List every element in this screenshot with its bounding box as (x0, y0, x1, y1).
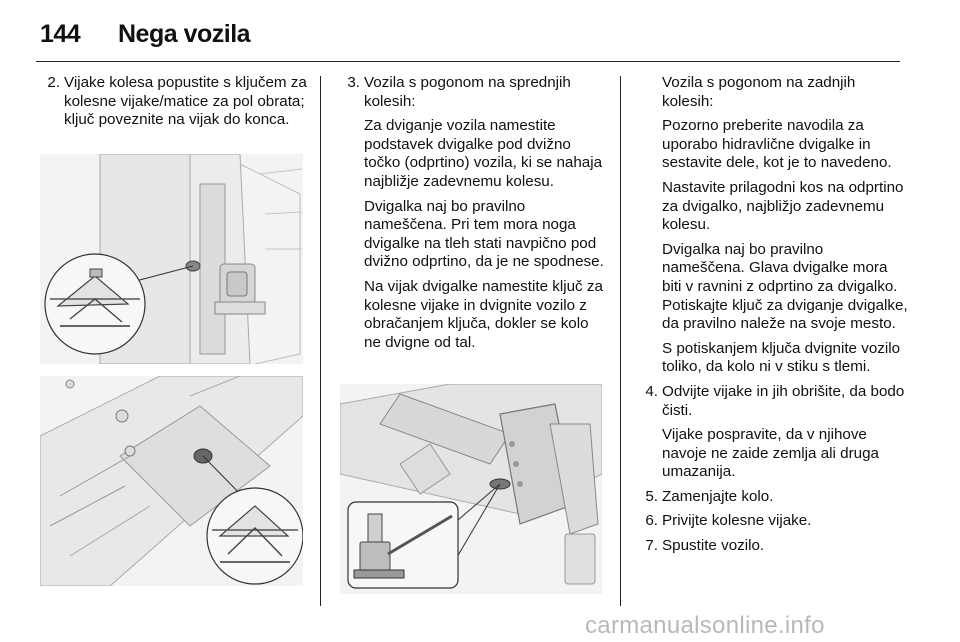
figure-jack-point-illustration (40, 154, 303, 364)
jack-point-drawing (40, 154, 303, 364)
rwd-paragraph-3: Dvigalka naj bo pravilno nameščena. Glava dvigalke mora biti v ravnini z odprtino za dvigalko. Potiskajte ključ za dviganje dvigalke, da pravilno naleže na svoje mesto. (662, 240, 908, 333)
fwd-paragraph-1: Za dviganje vozila namestite podstavek dvigalke pod dvižno točko (odprtino) vozila, ki se nahaja najbližje zadevnemu kolesu. (364, 117, 603, 190)
step-number: 5. (645, 487, 658, 505)
column-2 (336, 74, 608, 358)
step-text: Odvijte vijake in jih obrišite, da bodo čisti. (662, 382, 905, 419)
figure-hydraulic-jack-illustration (340, 384, 602, 594)
rwd-paragraph-1: Pozorno preberite navodila za uporabo hidravlične dvigalke in sestavite dele, kot je to navedeno. (662, 117, 892, 172)
header-rule (36, 61, 900, 62)
column-divider-2 (620, 76, 621, 606)
rwd-paragraph-4: S potiskanjem ključa dvignite vozilo toliko, da kolo ni v stiku s tlemi. (662, 339, 901, 376)
step-number: 4. (645, 382, 658, 400)
page-number: 144 (40, 20, 81, 48)
step-2 (36, 74, 310, 130)
figure-underbody-jack-illustration (40, 376, 303, 586)
step-number: 3. (347, 74, 360, 91)
column-3 (634, 74, 910, 562)
step-text: Vijake kolesa popustite s ključem za kolesne vijake/matice za pol obrata; ključ poveznite na vijak do konca. (64, 74, 307, 129)
step-7 (634, 537, 910, 556)
step-4-note: Vijake pospravite, da v njihove navoje ne zaide zemlja ali druga umazanija. (662, 426, 879, 481)
page-header (40, 14, 920, 62)
step-number: 7. (645, 537, 658, 555)
hydraulic-jack-drawing (340, 384, 602, 594)
watermark: carmanualsonline.info (585, 612, 825, 639)
step-3 (336, 74, 608, 111)
column-1 (36, 74, 310, 136)
fwd-paragraph-3: Na vijak dvigalke namestite ključ za kolesne vijake in dvignite vozilo z obračanjem ključa, dokler se kolo ne dvigne od tal. (364, 277, 603, 351)
rwd-intro: Vozila s pogonom na zadnjih kolesih: (662, 74, 856, 110)
step-text: Vozila s pogonom na sprednjih kolesih: (364, 74, 571, 110)
step-6 (634, 512, 910, 531)
step-number: 2. (47, 74, 60, 91)
step-number: 6. (645, 512, 658, 530)
fwd-paragraph-2: Dvigalka naj bo pravilno nameščena. Pri tem mora noga dvigalke na tleh stati navpično pod dvižno odprtino, da je ne spodnese. (364, 197, 604, 271)
step-text: Spustite vozilo. (662, 537, 765, 555)
rwd-paragraph-2: Nastavite prilagodni kos na odprtino za dvigalko, najbližjo zadevnemu kolesu. (662, 178, 904, 234)
underbody-drawing (40, 376, 303, 586)
step-5 (634, 488, 910, 507)
step-text: Privijte kolesne vijake. (662, 512, 812, 530)
page-title: Nega vozila (118, 20, 251, 48)
step-4 (634, 383, 910, 420)
step-text: Zamenjajte kolo. (662, 487, 774, 505)
column-divider-1 (320, 76, 321, 606)
